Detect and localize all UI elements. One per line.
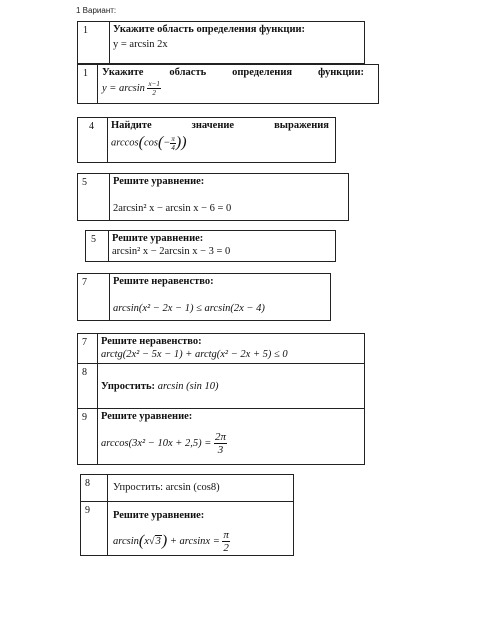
task-expression xyxy=(102,80,161,97)
task-title: Решите уравнение: xyxy=(112,233,204,244)
task-number: 1 xyxy=(83,25,88,36)
task-expression: arcsin (cos8) xyxy=(165,482,220,493)
title-word: определения xyxy=(232,67,293,78)
fraction-denominator: 4 xyxy=(171,143,175,152)
task-expression: 2arcsin² x − arcsin x − 6 = 0 xyxy=(113,203,232,214)
title-word: Укажите xyxy=(102,67,144,78)
task-expression xyxy=(111,134,187,152)
column-divider xyxy=(109,273,110,321)
paren-open: ( xyxy=(138,134,144,151)
task-number: 7 xyxy=(82,337,87,348)
title-word: область xyxy=(169,67,207,78)
title-word: значение xyxy=(191,120,235,131)
task-statement xyxy=(101,381,219,392)
title-word: выражения xyxy=(274,120,329,131)
task-number: 8 xyxy=(82,367,87,378)
column-divider xyxy=(107,117,108,163)
sqrt-radicand: 3 xyxy=(155,535,161,547)
fraction-numerator: 2π xyxy=(214,431,226,443)
fraction xyxy=(222,529,230,554)
title-word: Найдите xyxy=(111,120,152,131)
fraction-numerator: π xyxy=(171,134,175,143)
task-number: 1 xyxy=(83,68,88,79)
task-title: Укажите область определения функции: xyxy=(113,24,306,35)
task-number: 5 xyxy=(91,234,96,245)
column-divider xyxy=(97,333,98,465)
task-number: 8 xyxy=(85,478,90,489)
expression-part: y = arcsin xyxy=(102,82,145,94)
row-divider xyxy=(77,408,365,409)
task-title: Решите уравнение: xyxy=(113,176,205,187)
task-number: 4 xyxy=(89,121,94,132)
task-number: 7 xyxy=(82,277,87,288)
column-divider xyxy=(108,230,109,262)
task-number: 5 xyxy=(82,177,87,188)
expression-part: x xyxy=(144,535,149,547)
fraction-numerator: x−1 xyxy=(148,80,160,88)
task-expression: arcsin(x² − 2x − 1) ≤ arcsin(2x − 4) xyxy=(113,303,265,314)
task-title xyxy=(102,67,364,78)
row-divider xyxy=(77,363,365,364)
task-expression: arcsin (sin 10) xyxy=(157,381,219,392)
fraction xyxy=(214,431,227,456)
paren-open: ( xyxy=(138,532,145,550)
task-title: Упростить: xyxy=(113,482,164,493)
task-number: 9 xyxy=(85,505,90,516)
task-expression: arctg(2x² − 5x − 1) + arctg(x² − 2x + 5) ≤ 0 xyxy=(101,349,288,360)
paren-close: ) xyxy=(181,134,187,151)
expression-part: arccos(3x² − 10x + 2,5) = xyxy=(101,437,212,449)
paren-open: ( xyxy=(157,134,164,151)
task-title xyxy=(111,120,329,131)
expression-part: + arcsinx = xyxy=(169,535,220,547)
task-title: Решите неравенство: xyxy=(113,276,214,287)
title-word: функции: xyxy=(318,67,364,78)
expression-part: cos xyxy=(143,137,158,149)
paren-close: ) xyxy=(175,134,182,151)
fraction-denominator: 2 xyxy=(223,542,229,554)
task-title: Решите неравенство: xyxy=(101,336,202,347)
fraction-denominator: 2 xyxy=(152,89,156,97)
expression-part: arccos xyxy=(111,137,139,149)
variant-header: 1 Вариант: xyxy=(76,6,117,15)
column-divider xyxy=(97,64,98,104)
task-expression xyxy=(101,431,227,456)
column-divider xyxy=(109,173,110,221)
column-divider xyxy=(109,21,110,64)
fraction xyxy=(147,80,160,97)
task-statement xyxy=(113,482,220,493)
expression-part: − xyxy=(163,137,171,149)
task-number: 9 xyxy=(82,412,87,423)
paren-close: ) xyxy=(161,532,168,550)
task-expression: arcsin(x√3) + arcsinx = $\frac{\pi}{2}$ xyxy=(113,529,229,554)
task-expression: y = arcsin 2x xyxy=(113,39,168,50)
task-title: Решите уравнение: xyxy=(113,510,205,521)
task-expression: arcsin² x − 2arcsin x − 3 = 0 xyxy=(112,246,231,257)
column-divider xyxy=(107,474,108,556)
task-title: Упростить: xyxy=(101,381,156,392)
fraction-numerator: π xyxy=(223,529,229,541)
fraction-denominator: 3 xyxy=(217,444,224,456)
row-divider xyxy=(80,501,294,502)
expression-part: arcsin xyxy=(113,535,139,547)
task-title: Решите уравнение: xyxy=(101,411,193,422)
